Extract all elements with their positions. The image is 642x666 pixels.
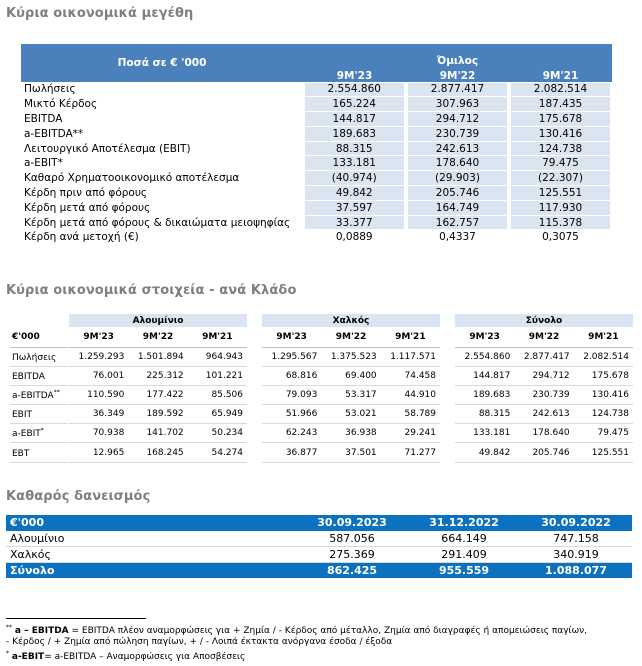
- cell-value: 130.416: [509, 126, 612, 141]
- cell-value: 275.369: [296, 547, 408, 563]
- date-header: 30.09.2023: [296, 515, 408, 531]
- cell-value: 124.738: [509, 141, 612, 156]
- footnotes: [6, 622, 636, 664]
- cell-value: (22.307): [509, 171, 612, 186]
- cell-value: 177.422: [128, 385, 187, 404]
- cell-value: 144.817: [303, 112, 406, 127]
- cell-value: 291.409: [408, 547, 520, 563]
- table-row: [21, 126, 612, 141]
- table-row: [21, 82, 612, 97]
- cell-value: 1.501.894: [128, 347, 187, 366]
- table-row: [10, 366, 68, 385]
- row-label: EBIT: [10, 405, 68, 424]
- cell-value: 50.234: [188, 424, 247, 443]
- table-row: [10, 443, 68, 462]
- cell-value: 230.739: [406, 126, 509, 141]
- cell-value: 189.683: [303, 126, 406, 141]
- cell-value: 175.678: [574, 366, 633, 385]
- cell-value: 0,4337: [406, 230, 509, 245]
- cell-value: 175.678: [509, 112, 612, 127]
- table-row: [6, 531, 632, 547]
- cell-value: 0,0889: [303, 230, 406, 245]
- cell-value: 53.021: [321, 405, 380, 424]
- cell-value: 29.241: [381, 424, 440, 443]
- cell-value: 294.712: [514, 366, 573, 385]
- table-row: [455, 366, 633, 385]
- cell-value: 242.613: [514, 405, 573, 424]
- table-row: [10, 424, 68, 443]
- table-row: [21, 156, 612, 171]
- table-row: [10, 347, 68, 366]
- segment-table-aluminium: [69, 314, 247, 463]
- section-title-net-debt: Καθαρός δανεισμός: [6, 489, 151, 504]
- cell-value: 294.712: [406, 112, 509, 127]
- table-row: [262, 424, 440, 443]
- table-row: [69, 424, 247, 443]
- cell-value: 117.930: [509, 200, 612, 215]
- cell-value: 115.378: [509, 215, 612, 230]
- row-label: Πωλήσεις: [21, 82, 303, 97]
- cell-value: 178.640: [406, 156, 509, 171]
- year-header: 9M'21: [188, 327, 247, 347]
- year-header: 9M'23: [303, 67, 406, 82]
- table-row: [455, 443, 633, 462]
- cell-value: 133.181: [303, 156, 406, 171]
- row-label: Λειτουργικό Αποτέλεσμα (EBIT): [21, 141, 303, 156]
- table-row: [21, 186, 612, 201]
- cell-value: 242.613: [406, 141, 509, 156]
- year-header: 9M'23: [262, 327, 321, 347]
- cell-value: 70.938: [69, 424, 128, 443]
- cell-value: 1.259.293: [69, 347, 128, 366]
- cell-value: 36.349: [69, 405, 128, 424]
- row-label: Κέρδη ανά μετοχή (€): [21, 230, 303, 245]
- cell-value: 964.943: [188, 347, 247, 366]
- cell-value: 125.551: [509, 186, 612, 201]
- segment-table-total: [455, 314, 633, 463]
- table-row: [262, 443, 440, 462]
- cell-value: 125.551: [574, 443, 633, 462]
- year-header: 9M'23: [69, 327, 128, 347]
- row-label: Κέρδη μετά από φόρους: [21, 200, 303, 215]
- cell-value: 36.938: [321, 424, 380, 443]
- year-header: 9M'23: [455, 327, 514, 347]
- cell-value: 71.277: [381, 443, 440, 462]
- table-row: [21, 230, 612, 245]
- row-label: EBITDA: [21, 112, 303, 127]
- row-label: Κέρδη μετά από φόρους & δικαιώματα μειοψηφίας: [21, 215, 303, 230]
- cell-value: 205.746: [514, 443, 573, 462]
- cell-value: 49.842: [455, 443, 514, 462]
- cell-value: 54.274: [188, 443, 247, 462]
- cell-value: 49.842: [303, 186, 406, 201]
- table-row: [10, 385, 68, 404]
- cell-value: 79.475: [509, 156, 612, 171]
- footnote-aebitda-cont: - Κέρδος / + Ζημία από πώληση παγίων, + / - Λοιπά έκτακτα ανόργανα έσοδα / έξοδα: [6, 637, 393, 648]
- cell-value: 141.702: [128, 424, 187, 443]
- cell-value: 2.082.514: [574, 347, 633, 366]
- cell-value: 76.001: [69, 366, 128, 385]
- table-row: [69, 366, 247, 385]
- segment-row-labels: [10, 314, 68, 463]
- year-header: 9M'22: [128, 327, 187, 347]
- segment-name: Χαλκός: [262, 314, 440, 327]
- cell-value: 65.949: [188, 405, 247, 424]
- row-label: Μικτό Κέρδος: [21, 97, 303, 112]
- section-title-by-segment: Κύρια οικονομικά στοιχεία - ανά Κλάδο: [6, 283, 297, 298]
- year-header: 9M'22: [514, 327, 573, 347]
- footnote-aebit: * a-EBIT= a-EBITDA – Αναμορφώσεις για Αποσβέσεις: [6, 650, 246, 663]
- cell-value: 85.506: [188, 385, 247, 404]
- cell-value: 51.966: [262, 405, 321, 424]
- date-header: 31.12.2022: [408, 515, 520, 531]
- cell-value: 225.312: [128, 366, 187, 385]
- footnote-divider: [6, 618, 146, 619]
- key-figures-table: [21, 44, 614, 245]
- segment-name: Αλουμίνιο: [69, 314, 247, 327]
- row-label: a-EBIT*: [21, 156, 303, 171]
- cell-value: 862.425: [296, 562, 408, 578]
- cell-value: 37.597: [303, 200, 406, 215]
- row-label: Καθαρό Χρηματοοικονομικό αποτέλεσμα: [21, 171, 303, 186]
- footnote-aebitda: ** a – EBITDA = EBITDA πλέον αναμορφώσεις για + Ζημία / - Κέρδος από μέταλλο, Ζημία από διαγραφές ή απομειώσεις παγίων,: [6, 624, 588, 636]
- cell-value: 133.181: [455, 424, 514, 443]
- cell-value: 101.221: [188, 366, 247, 385]
- cell-value: 1.375.523: [321, 347, 380, 366]
- cell-value: 33.377: [303, 215, 406, 230]
- table-row: [21, 171, 612, 186]
- table-row: [262, 385, 440, 404]
- cell-value: 2.554.860: [455, 347, 514, 366]
- cell-value: 165.224: [303, 97, 406, 112]
- group-header: Όμιλος: [406, 44, 509, 67]
- cell-value: 68.816: [262, 366, 321, 385]
- cell-value: 189.592: [128, 405, 187, 424]
- table-row: [455, 424, 633, 443]
- year-header: 9M'21: [574, 327, 633, 347]
- cell-value: 130.416: [574, 385, 633, 404]
- cell-value: 37.501: [321, 443, 380, 462]
- amounts-header: Ποσά σε € '000: [21, 44, 303, 82]
- cell-value: 36.877: [262, 443, 321, 462]
- cell-value: 58.789: [381, 405, 440, 424]
- row-label: Πωλήσεις: [10, 347, 68, 366]
- cell-value: 1.088.077: [520, 562, 632, 578]
- row-label: Κέρδη πριν από φόρους: [21, 186, 303, 201]
- cell-value: 62.243: [262, 424, 321, 443]
- year-header: 9M'21: [381, 327, 440, 347]
- table-row: [455, 405, 633, 424]
- table-row: [455, 347, 633, 366]
- cell-value: 110.590: [69, 385, 128, 404]
- segment-name: Σύνολο: [455, 314, 633, 327]
- cell-value: 2.554.860: [303, 82, 406, 97]
- table-row: [21, 97, 612, 112]
- year-header: 9M'22: [406, 67, 509, 82]
- table-row: [69, 347, 247, 366]
- row-label: EBITDA: [10, 366, 68, 385]
- segment-table-copper: [262, 314, 440, 463]
- table-row: [10, 405, 68, 424]
- date-header: 30.09.2022: [520, 515, 632, 531]
- cell-value: 88.315: [303, 141, 406, 156]
- year-header: 9M'22: [321, 327, 380, 347]
- cell-value: 144.817: [455, 366, 514, 385]
- row-label: EBT: [10, 443, 68, 462]
- cell-value: 187.435: [509, 97, 612, 112]
- row-label: Χαλκός: [6, 547, 296, 563]
- table-row: [69, 405, 247, 424]
- net-debt-table: [6, 515, 632, 578]
- cell-value: (40.974): [303, 171, 406, 186]
- row-label: a-EBIT*: [10, 424, 68, 443]
- cell-value: 205.746: [406, 186, 509, 201]
- table-row: [69, 443, 247, 462]
- cell-value: 168.245: [128, 443, 187, 462]
- table-row: [262, 405, 440, 424]
- section-title-key-figures: Κύρια οικονομικά μεγέθη: [6, 6, 194, 21]
- cell-value: 2.877.417: [514, 347, 573, 366]
- cell-value: 664.149: [408, 531, 520, 547]
- row-label: a-EBITDA**: [21, 126, 303, 141]
- unit-label: €'000: [6, 515, 296, 531]
- cell-value: 53.317: [321, 385, 380, 404]
- cell-value: 88.315: [455, 405, 514, 424]
- cell-value: (29.903): [406, 171, 509, 186]
- cell-value: 340.919: [520, 547, 632, 563]
- cell-value: 2.877.417: [406, 82, 509, 97]
- table-row: [262, 347, 440, 366]
- total-row: [6, 562, 632, 578]
- cell-value: 124.738: [574, 405, 633, 424]
- cell-value: 230.739: [514, 385, 573, 404]
- unit-label: €'000: [10, 327, 68, 347]
- cell-value: 1.295.567: [262, 347, 321, 366]
- table-row: [21, 141, 612, 156]
- cell-value: 2.082.514: [509, 82, 612, 97]
- cell-value: 189.683: [455, 385, 514, 404]
- cell-value: 69.400: [321, 366, 380, 385]
- cell-value: 1.117.571: [381, 347, 440, 366]
- row-label: Αλουμίνιο: [6, 531, 296, 547]
- cell-value: 74.458: [381, 366, 440, 385]
- cell-value: 307.963: [406, 97, 509, 112]
- table-row: [6, 547, 632, 563]
- table-row: [21, 200, 612, 215]
- table-row: [21, 112, 612, 127]
- cell-value: 162.757: [406, 215, 509, 230]
- cell-value: 0,3075: [509, 230, 612, 245]
- cell-value: 12.965: [69, 443, 128, 462]
- cell-value: 747.158: [520, 531, 632, 547]
- cell-value: 955.559: [408, 562, 520, 578]
- cell-value: 178.640: [514, 424, 573, 443]
- table-row: [21, 215, 612, 230]
- cell-value: 164.749: [406, 200, 509, 215]
- table-row: [455, 385, 633, 404]
- year-header: 9M'21: [509, 67, 612, 82]
- cell-value: 79.093: [262, 385, 321, 404]
- cell-value: 587.056: [296, 531, 408, 547]
- row-label: Σύνολο: [6, 562, 296, 578]
- table-row: [69, 385, 247, 404]
- cell-value: 79.475: [574, 424, 633, 443]
- cell-value: 44.910: [381, 385, 440, 404]
- row-label: a-EBITDA**: [10, 385, 68, 404]
- table-row: [262, 366, 440, 385]
